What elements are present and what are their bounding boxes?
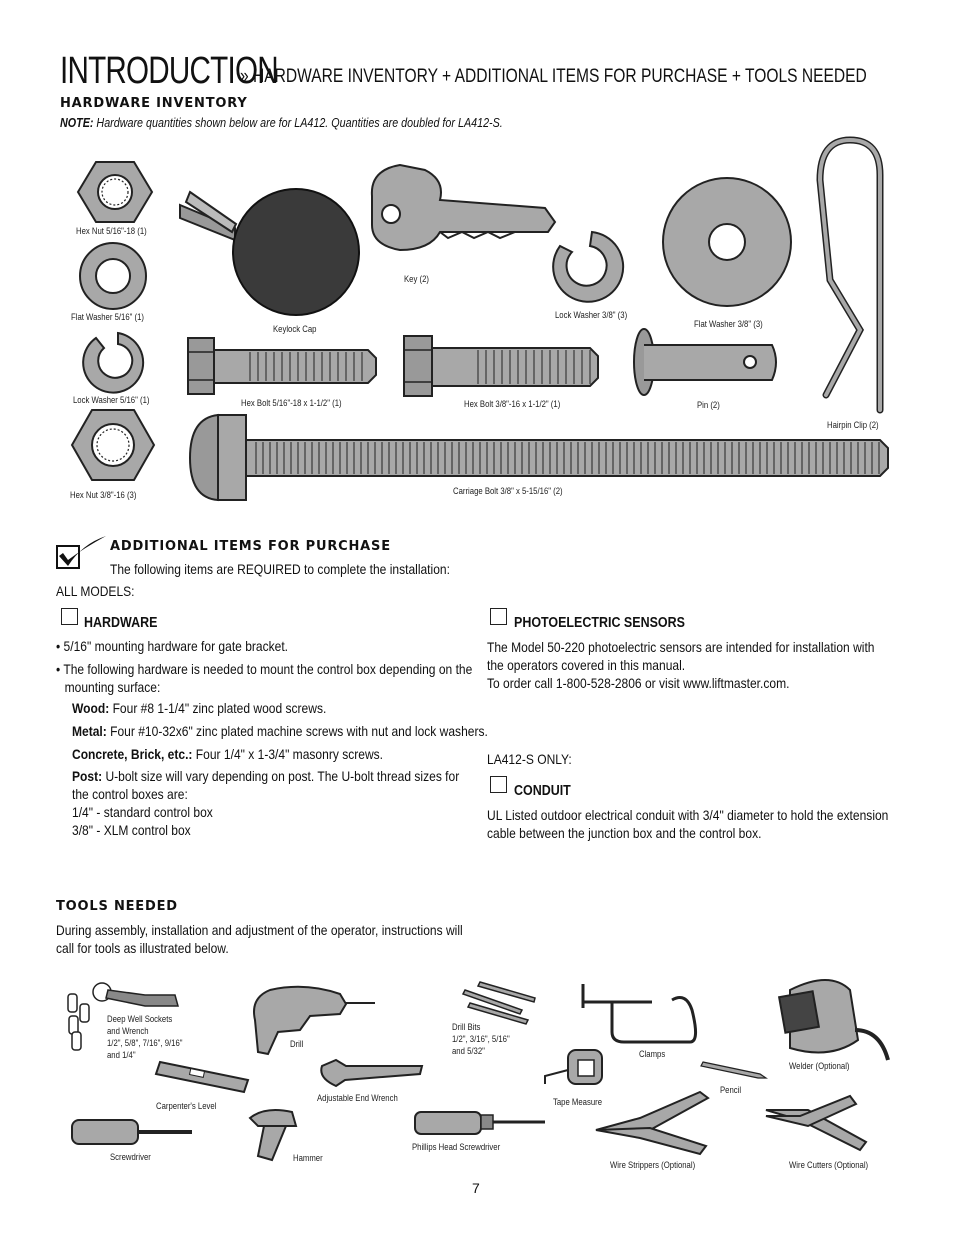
label-lock-washer-516: Lock Washer 5/16" (1) xyxy=(73,395,150,405)
photoelectric-text: The Model 50-220 photoelectric sensors are intended for installation with the operators covered in this manual. xyxy=(487,639,875,673)
label-flat-washer-38: Flat Washer 3/8" (3) xyxy=(694,319,763,329)
hex-bolt-516-image xyxy=(188,338,376,394)
post-label: Post: xyxy=(72,768,103,784)
photoelectric-title: PHOTOELECTRIC SENSORS xyxy=(514,615,685,631)
hardware-bullet-1: • 5/16" mounting hardware for gate bracket. xyxy=(56,638,289,654)
label-drill-bits-2: 1/2", 3/16", 5/16" xyxy=(452,1034,510,1044)
wood-text: Four #8 1-1/4" zinc plated wood screws. xyxy=(109,700,327,716)
checkmark-icon xyxy=(56,536,108,570)
flat-washer-516-image xyxy=(80,243,146,309)
tools-needed-intro: During assembly, installation and adjustment of the operator, instructions will call for tools as illustrated below. xyxy=(56,922,463,956)
label-keylock-cap: Keylock Cap xyxy=(273,324,317,334)
level-image xyxy=(156,1062,248,1092)
phillips-screwdriver-image xyxy=(415,1112,545,1134)
tools-needed-heading: TOOLS NEEDED xyxy=(56,899,178,914)
metal-label: Metal: xyxy=(72,723,107,739)
key-image xyxy=(372,165,555,250)
hardware-wood xyxy=(72,699,326,717)
label-hairpin-clip: Hairpin Clip (2) xyxy=(827,420,879,430)
additional-items-heading: ADDITIONAL ITEMS FOR PURCHASE xyxy=(110,539,391,554)
label-flat-washer-516: Flat Washer 5/16" (1) xyxy=(71,312,145,322)
page-number: 7 xyxy=(472,1180,480,1196)
note-label: NOTE: xyxy=(60,116,94,130)
hammer-image xyxy=(250,1110,296,1160)
concrete-text: Four 1/4" x 1-3/4" masonry screws. xyxy=(192,746,384,762)
page-subtitle: » HARDWARE INVENTORY + ADDITIONAL ITEMS FOR PURCHASE + TOOLS NEEDED xyxy=(240,66,867,87)
label-tape-measure: Tape Measure xyxy=(553,1097,603,1107)
conduit-checkbox[interactable] xyxy=(490,776,507,793)
label-drill-bits-1: Drill Bits xyxy=(452,1022,481,1032)
label-clamps: Clamps xyxy=(639,1049,666,1059)
label-wire-strippers: Wire Strippers (Optional) xyxy=(610,1160,696,1170)
post-text: U-bolt size will vary depending on post. The U-bolt thread sizes for the control boxes are: xyxy=(72,768,460,802)
photoelectric-checkbox[interactable] xyxy=(490,608,507,625)
concrete-label: Concrete, Brick, etc.: xyxy=(72,746,193,762)
label-welder: Welder (Optional) xyxy=(789,1061,850,1071)
label-carpenters-level: Carpenter's Level xyxy=(156,1101,217,1111)
hardware-bullet-2: • The following hardware is needed to mount the control box depending on the mounting surface: xyxy=(56,661,473,695)
all-models-label: ALL MODELS: xyxy=(56,583,135,599)
hairpin-clip-image xyxy=(820,140,880,410)
label-phillips: Phillips Head Screwdriver xyxy=(412,1142,501,1152)
label-sockets-3: 1/2", 5/8", 7/16", 9/16" xyxy=(107,1038,183,1048)
label-sockets-1: Deep Well Sockets xyxy=(107,1014,173,1024)
label-drill: Drill xyxy=(290,1039,304,1049)
label-sockets-4: and 1/4" xyxy=(107,1050,136,1060)
hardware-checkbox[interactable] xyxy=(61,608,78,625)
metal-text: Four #10-32x6" zinc plated machine screws with nut and lock washers. xyxy=(106,723,488,739)
label-hex-nut-38: Hex Nut 3/8"-16 (3) xyxy=(70,490,137,500)
label-hex-nut-516: Hex Nut 5/16"-18 (1) xyxy=(76,226,147,236)
note-text: Hardware quantities shown below are for LA412. Quantities are doubled for LA412-S. xyxy=(93,116,503,130)
clamps-image xyxy=(583,984,696,1042)
lock-washer-516-image xyxy=(83,333,143,393)
drill-bits-image xyxy=(463,982,535,1024)
photoelectric-order: To order call 1-800-528-2806 or visit www.liftmaster.com. xyxy=(487,675,790,691)
la412s-only-label: LA412-S ONLY: xyxy=(487,751,572,767)
page-title: INTRODUCTION xyxy=(60,50,278,92)
size-xlm: 3/8" - XLM control box xyxy=(72,822,191,838)
label-pin: Pin (2) xyxy=(697,400,720,410)
drill-image xyxy=(254,987,375,1054)
additional-items-intro: The following items are REQUIRED to complete the installation: xyxy=(110,561,450,577)
label-adjustable-wrench: Adjustable End Wrench xyxy=(317,1093,398,1103)
pencil-image xyxy=(701,1062,766,1078)
label-key: Key (2) xyxy=(404,274,429,284)
wrench-image xyxy=(321,1060,422,1086)
label-drill-bits-3: and 5/32" xyxy=(452,1046,485,1056)
hardware-metal xyxy=(72,722,488,740)
pin-image xyxy=(634,329,776,395)
welder-image xyxy=(779,980,888,1060)
hardware-title: HARDWARE xyxy=(84,615,158,631)
wire-strippers-image xyxy=(596,1092,708,1154)
label-hex-bolt-516: Hex Bolt 5/16"-18 x 1-1/2" (1) xyxy=(241,398,342,408)
keylock-cap-image xyxy=(180,189,359,315)
conduit-title: CONDUIT xyxy=(514,783,571,799)
hex-nut-38-image xyxy=(72,410,154,480)
hardware-illustrations xyxy=(0,0,954,520)
hex-bolt-38-image xyxy=(404,336,598,396)
screwdriver-image xyxy=(72,1120,192,1144)
conduit-text: UL Listed outdoor electrical conduit with 3/4" diameter to hold the extension cable between the junction box and the control box. xyxy=(487,807,889,841)
hardware-concrete xyxy=(72,745,383,763)
label-screwdriver: Screwdriver xyxy=(110,1152,151,1162)
hex-nut-516-image xyxy=(78,162,152,222)
label-hammer: Hammer xyxy=(293,1153,323,1163)
wood-label: Wood: xyxy=(72,700,110,716)
label-carriage-bolt: Carriage Bolt 3/8" x 5-15/16" (2) xyxy=(453,486,563,496)
label-sockets-2: and Wrench xyxy=(107,1026,149,1036)
tape-measure-image xyxy=(545,1050,602,1084)
size-standard: 1/4" - standard control box xyxy=(72,804,213,820)
hardware-post xyxy=(72,767,468,803)
label-hex-bolt-38: Hex Bolt 3/8"-16 x 1-1/2" (1) xyxy=(464,399,561,409)
flat-washer-38-image xyxy=(663,178,791,306)
label-pencil: Pencil xyxy=(720,1085,742,1095)
lock-washer-38-image xyxy=(553,232,623,302)
label-lock-washer-38: Lock Washer 3/8" (3) xyxy=(555,310,628,320)
label-wire-cutters: Wire Cutters (Optional) xyxy=(789,1160,869,1170)
hardware-inventory-heading: HARDWARE INVENTORY xyxy=(60,96,248,111)
wire-cutters-image xyxy=(766,1096,866,1150)
